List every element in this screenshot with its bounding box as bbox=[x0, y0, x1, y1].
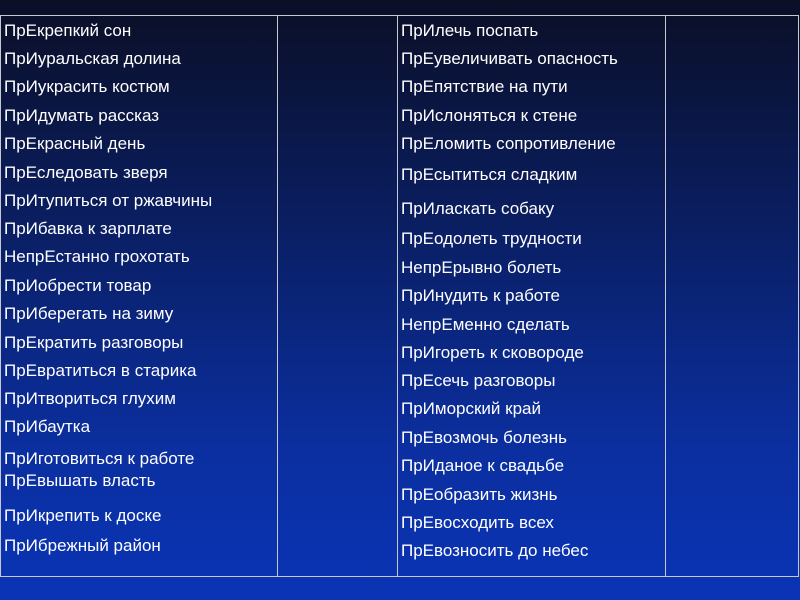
list-item: НепрЕменно сделать bbox=[401, 315, 570, 334]
list-item: ПрЕпятствие на пути bbox=[401, 77, 568, 96]
list-item: ПрИуральская долина bbox=[4, 49, 181, 68]
list-item: ПрИтвориться глухим bbox=[4, 389, 176, 408]
list-item: ПрЕломить сопротивление bbox=[401, 134, 616, 153]
list-item: ПрИбаутка bbox=[4, 417, 91, 436]
list-item: ПрИнудить к работе bbox=[401, 286, 560, 305]
list-item: ПрИтупиться от ржавчины bbox=[4, 191, 213, 210]
list-item: ПрИданое к свадьбе bbox=[401, 456, 565, 475]
list-item: ПрЕсытиться сладким bbox=[401, 165, 578, 184]
list-item: ПрЕвышать власть bbox=[4, 471, 156, 490]
list-item: ПрИкрепить к доске bbox=[4, 506, 162, 525]
list-item: ПрИморский край bbox=[401, 399, 541, 418]
table-divider bbox=[665, 16, 666, 576]
list-item: ПрЕвосходить всех bbox=[401, 513, 554, 532]
list-item: ПрИберегать на зиму bbox=[4, 304, 174, 323]
table-divider bbox=[277, 16, 278, 576]
list-item: ПрИбавка к зарплате bbox=[4, 219, 172, 238]
list-item: ПрЕкрепкий сон bbox=[4, 21, 132, 40]
right-column bbox=[398, 16, 665, 576]
list-item: ПрИгореть к сковороде bbox=[401, 343, 584, 362]
list-item: ПрИдумать рассказ bbox=[4, 106, 160, 125]
list-item: ПрЕвратиться в старика bbox=[4, 361, 197, 380]
list-item: ПрИукрасить костюм bbox=[4, 77, 170, 96]
list-item: ПрИбрежный район bbox=[4, 536, 161, 555]
list-item: ПрЕкрасный день bbox=[4, 134, 146, 153]
list-item: ПрЕвозносить до небес bbox=[401, 541, 589, 560]
list-item: ПрИобрести товар bbox=[4, 276, 152, 295]
list-item: ПрЕувеличивать опасность bbox=[401, 49, 618, 68]
list-item: ПрЕобразить жизнь bbox=[401, 485, 558, 504]
list-item: ПрЕследовать зверя bbox=[4, 163, 168, 182]
list-item: НепрЕстанно грохотать bbox=[4, 247, 190, 266]
word-table bbox=[0, 15, 799, 577]
list-item: ПрЕвозмочь болезнь bbox=[401, 428, 567, 447]
left-column bbox=[1, 16, 277, 576]
list-item: НепрЕрывно болеть bbox=[401, 258, 562, 277]
list-item: ПрИлечь поспать bbox=[401, 21, 539, 40]
list-item: ПрЕкратить разговоры bbox=[4, 333, 184, 352]
list-item: ПрИслоняться к стене bbox=[401, 106, 578, 125]
list-item: ПрЕсечь разговоры bbox=[401, 371, 556, 390]
list-item: ПрИласкать собаку bbox=[401, 199, 555, 218]
list-item: ПрЕодолеть трудности bbox=[401, 229, 582, 248]
list-item: ПрИготовиться к работе bbox=[4, 449, 195, 468]
